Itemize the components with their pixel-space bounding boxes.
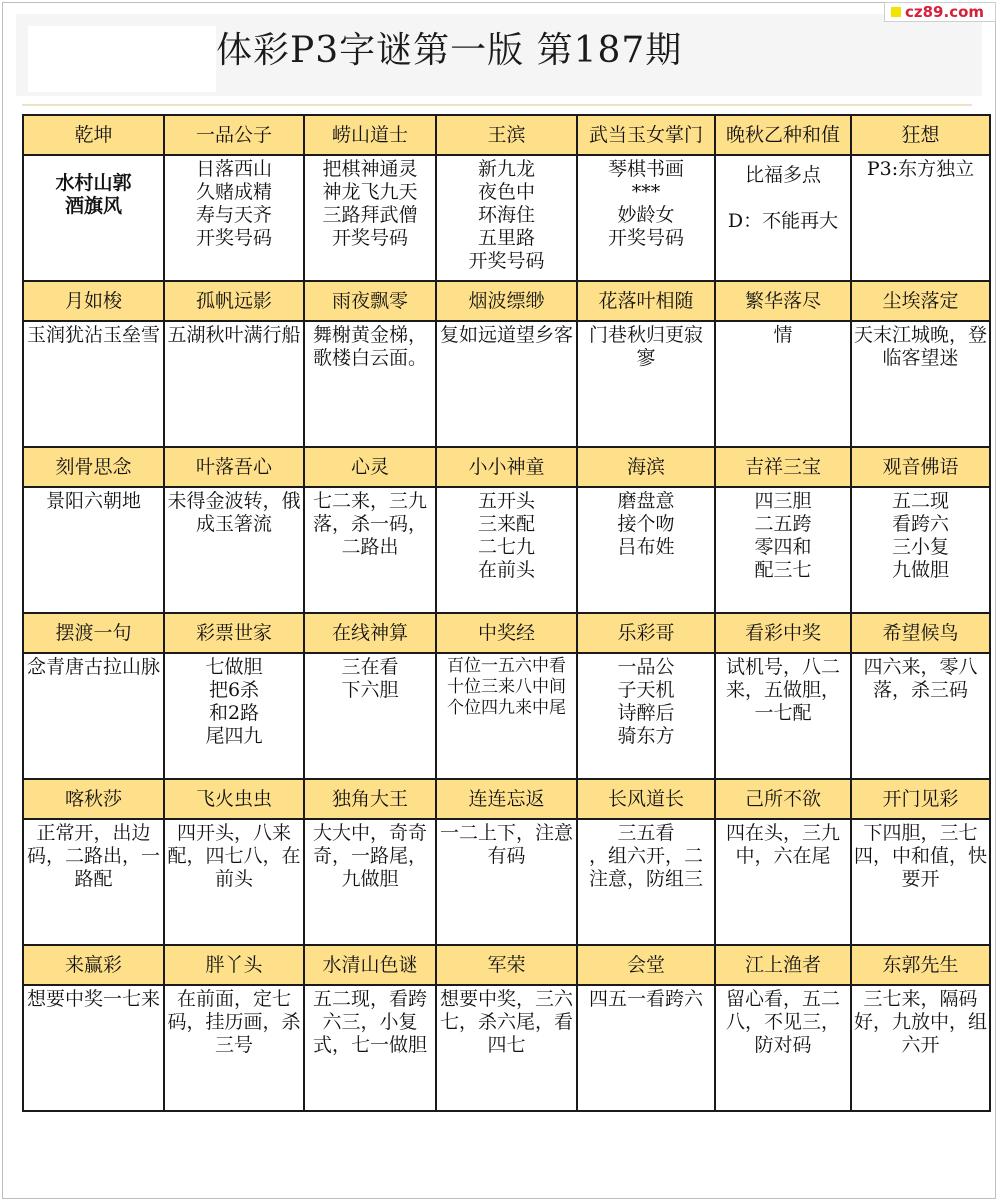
riddle-clue-text: 七二来，三九落，杀一码，二路出 — [312, 490, 427, 558]
riddle-clue-cell — [851, 155, 990, 281]
riddle-author-name: 中奖经 — [436, 613, 577, 653]
riddle-author-name: 摆渡一句 — [23, 613, 164, 653]
riddle-clue-text: 一品公 子天机 诗醉后 骑东方 — [617, 656, 675, 747]
riddle-clue-text: 情 — [773, 324, 793, 346]
riddle-author-name: 军荣 — [436, 945, 577, 985]
clue-row — [23, 819, 990, 945]
riddle-clue-cell — [304, 653, 436, 779]
riddle-clue-cell — [715, 487, 851, 613]
riddle-author-name: 晚秋乙种和值 — [715, 115, 851, 155]
riddle-clue-cell — [436, 819, 577, 945]
riddle-clue-cell — [577, 487, 715, 613]
riddle-clue-text: 想要中奖，三六七，杀六尾，看四七 — [439, 988, 573, 1056]
riddle-clue-text: 新九龙 夜色中 环海住 五里路 开奖号码 — [468, 158, 545, 272]
riddle-clue-text: 五二现，看跨六三，小复式，七一做胆 — [312, 988, 427, 1056]
riddle-author-name: 刻骨思念 — [23, 447, 164, 487]
riddle-clue-cell — [23, 653, 164, 779]
riddle-author-name: 尘埃落定 — [851, 281, 990, 321]
riddle-author-name: 飞火虫虫 — [164, 779, 304, 819]
riddle-clue-text: 七做胆 把6杀 和2路 尾四九 — [205, 656, 263, 747]
riddle-clue-text: 一二上下，注意有码 — [439, 822, 573, 867]
riddle-clue-text: 大大中，奇奇奇，一路尾，九做胆 — [312, 822, 427, 890]
riddle-clue-text: 念青唐古拉山脉 — [26, 656, 160, 678]
riddle-author-name: 乾坤 — [23, 115, 164, 155]
riddle-clue-cell — [577, 985, 715, 1111]
riddle-clue-text: 留心看，五二八，不见三，防对码 — [725, 988, 840, 1056]
riddle-clue-cell — [23, 321, 164, 447]
riddle-clue-text: 四五一看跨六 — [588, 988, 703, 1010]
riddle-clue-cell — [164, 819, 304, 945]
riddle-clue-text: 复如远道望乡客 — [439, 324, 573, 346]
header-blank-area — [28, 26, 216, 92]
riddle-author-name: 东郭先生 — [851, 945, 990, 985]
riddle-author-name: 叶落吾心 — [164, 447, 304, 487]
riddle-clue-cell — [851, 653, 990, 779]
riddle-clue-cell — [715, 819, 851, 945]
riddle-clue-cell — [23, 487, 164, 613]
riddle-clue-cell — [851, 487, 990, 613]
riddle-clue-text: 景阳六朝地 — [45, 490, 141, 512]
riddle-author-name: 水清山色谜 — [304, 945, 436, 985]
riddle-author-name: 一品公子 — [164, 115, 304, 155]
watermark-text: cz89.com — [905, 3, 985, 21]
riddle-clue-cell — [436, 155, 577, 281]
riddle-author-name: 月如梭 — [23, 281, 164, 321]
riddle-clue-text: 五二现 看跨六 三小复 九做胆 — [891, 490, 949, 581]
riddle-author-name: 江上渔者 — [715, 945, 851, 985]
riddle-clue-cell — [436, 321, 577, 447]
riddle-clue-cell — [715, 653, 851, 779]
riddle-clue-cell — [436, 487, 577, 613]
riddle-clue-cell — [577, 653, 715, 779]
riddle-clue-cell — [577, 155, 715, 281]
riddle-clue-cell — [164, 985, 304, 1111]
riddle-author-name: 王滨 — [436, 115, 577, 155]
riddle-clue-text: 琴棋书画 *** 妙龄女 开奖号码 — [607, 158, 684, 249]
riddle-clue-text: 四六来，零八落，杀三码 — [863, 656, 978, 701]
riddle-author-name: 开门见彩 — [851, 779, 990, 819]
riddle-clue-cell — [715, 155, 851, 281]
name-row — [23, 115, 990, 155]
riddle-clue-text: 在前面，定七码，挂历画，杀三号 — [167, 988, 301, 1056]
riddle-clue-text: 门巷秋归更寂寥 — [588, 324, 703, 369]
riddle-author-name: 来赢彩 — [23, 945, 164, 985]
riddle-author-name: 乐彩哥 — [577, 613, 715, 653]
riddle-author-name: 喀秋莎 — [23, 779, 164, 819]
riddle-clue-text: 把棋神通灵 神龙飞九天 三路拜武僧 开奖号码 — [322, 158, 418, 249]
riddle-clue-cell — [23, 819, 164, 945]
riddle-clue-cell — [851, 819, 990, 945]
header-divider — [22, 104, 972, 106]
riddle-clue-text: 舞榭黄金梯，歌楼白云面。 — [312, 324, 427, 369]
riddle-clue-text: 四开头，八来配，四七八，在前头 — [167, 822, 301, 890]
riddle-author-name: 烟波缥缈 — [436, 281, 577, 321]
riddle-author-name: 小小神童 — [436, 447, 577, 487]
riddle-clue-cell — [164, 321, 304, 447]
riddle-clue-text: 五开头 三来配 二七九 在前头 — [477, 490, 535, 581]
riddle-author-name: 心灵 — [304, 447, 436, 487]
riddle-grid — [22, 114, 991, 1112]
clue-row — [23, 155, 990, 281]
riddle-clue-cell — [164, 155, 304, 281]
name-row — [23, 779, 990, 819]
riddle-clue-text: 水村山郭 酒旗风 — [55, 172, 132, 217]
riddle-clue-text: 磨盘意 接个吻 吕布姓 — [617, 490, 675, 558]
name-row — [23, 613, 990, 653]
riddle-clue-text: 百位一五六中看 十位三来八中间 个位四九来中尾 — [447, 656, 566, 718]
riddle-clue-text: 正常开，出边码，二路出，一路配 — [26, 822, 160, 890]
site-watermark-link[interactable] — [884, 2, 996, 22]
riddle-author-name: 武当玉女掌门 — [577, 115, 715, 155]
riddle-author-name: 花落叶相随 — [577, 281, 715, 321]
riddle-clue-cell — [715, 985, 851, 1111]
riddle-clue-cell — [164, 653, 304, 779]
riddle-clue-text: 三七来，隔码好，九放中，组六开 — [854, 988, 988, 1056]
clue-row — [23, 321, 990, 447]
riddle-author-name: 崂山道士 — [304, 115, 436, 155]
riddle-clue-text: 天末江城晚，登临客望迷 — [854, 324, 988, 369]
riddle-clue-cell — [304, 155, 436, 281]
riddle-clue-cell — [851, 321, 990, 447]
riddle-author-name: 长风道长 — [577, 779, 715, 819]
riddle-clue-text: 想要中奖一七来 — [26, 988, 160, 1010]
clue-row — [23, 487, 990, 613]
riddle-author-name: 会堂 — [577, 945, 715, 985]
riddle-clue-cell — [304, 321, 436, 447]
riddle-author-name: 雨夜飘零 — [304, 281, 436, 321]
riddle-clue-cell — [436, 985, 577, 1111]
riddle-author-name: 孤帆远影 — [164, 281, 304, 321]
riddle-clue-text: P3:东方独立 — [866, 158, 975, 180]
riddle-clue-text: 比福多点 D：不能再大 — [727, 164, 839, 232]
riddle-clue-cell — [715, 321, 851, 447]
name-row — [23, 945, 990, 985]
name-row — [23, 447, 990, 487]
riddle-clue-text: 四在头，三九中，六在尾 — [725, 822, 840, 867]
riddle-clue-cell — [304, 985, 436, 1111]
riddle-clue-text: 五湖秋叶满行船 — [167, 324, 301, 346]
riddle-clue-cell — [436, 653, 577, 779]
riddle-clue-cell — [851, 985, 990, 1111]
name-row — [23, 281, 990, 321]
riddle-clue-cell — [164, 487, 304, 613]
riddle-author-name: 希望候鸟 — [851, 613, 990, 653]
riddle-author-name: 海滨 — [577, 447, 715, 487]
riddle-clue-text: 日落西山 久赌成精 寿与天齐 开奖号码 — [195, 158, 272, 249]
riddle-author-name: 彩票世家 — [164, 613, 304, 653]
clue-row — [23, 985, 990, 1111]
riddle-author-name: 繁华落尽 — [715, 281, 851, 321]
page-title: 体彩P3字谜第一版 第187期 — [216, 30, 683, 71]
riddle-clue-text: 玉润犹沾玉垒雪 — [26, 324, 160, 346]
riddle-clue-text: 下四胆，三七四，中和值，快要开 — [854, 822, 988, 890]
riddle-author-name: 胖丫头 — [164, 945, 304, 985]
riddle-clue-cell — [577, 321, 715, 447]
riddle-clue-cell — [304, 819, 436, 945]
riddle-author-name: 在线神算 — [304, 613, 436, 653]
riddle-author-name: 独角大王 — [304, 779, 436, 819]
clue-row — [23, 653, 990, 779]
riddle-clue-text: 三五看 ，组六开，二注意，防组三 — [588, 822, 703, 890]
riddle-author-name: 吉祥三宝 — [715, 447, 851, 487]
riddle-clue-text: 三在看 下六胆 — [341, 656, 399, 701]
riddle-clue-cell — [577, 819, 715, 945]
riddle-author-name: 看彩中奖 — [715, 613, 851, 653]
riddle-author-name: 己所不欲 — [715, 779, 851, 819]
riddle-author-name: 连连忘返 — [436, 779, 577, 819]
riddle-clue-cell — [23, 985, 164, 1111]
riddle-clue-cell — [23, 155, 164, 281]
riddle-author-name: 狂想 — [851, 115, 990, 155]
riddle-clue-cell — [304, 487, 436, 613]
riddle-author-name: 观音佛语 — [851, 447, 990, 487]
riddle-clue-text: 试机号，八二来，五做胆，一七配 — [725, 656, 840, 724]
riddle-clue-text: 四三胆 二五跨 零四和 配三七 — [754, 490, 812, 581]
riddle-clue-text: 未得金波转，俄成玉箸流 — [167, 490, 301, 535]
watermark-square-icon — [891, 7, 901, 17]
